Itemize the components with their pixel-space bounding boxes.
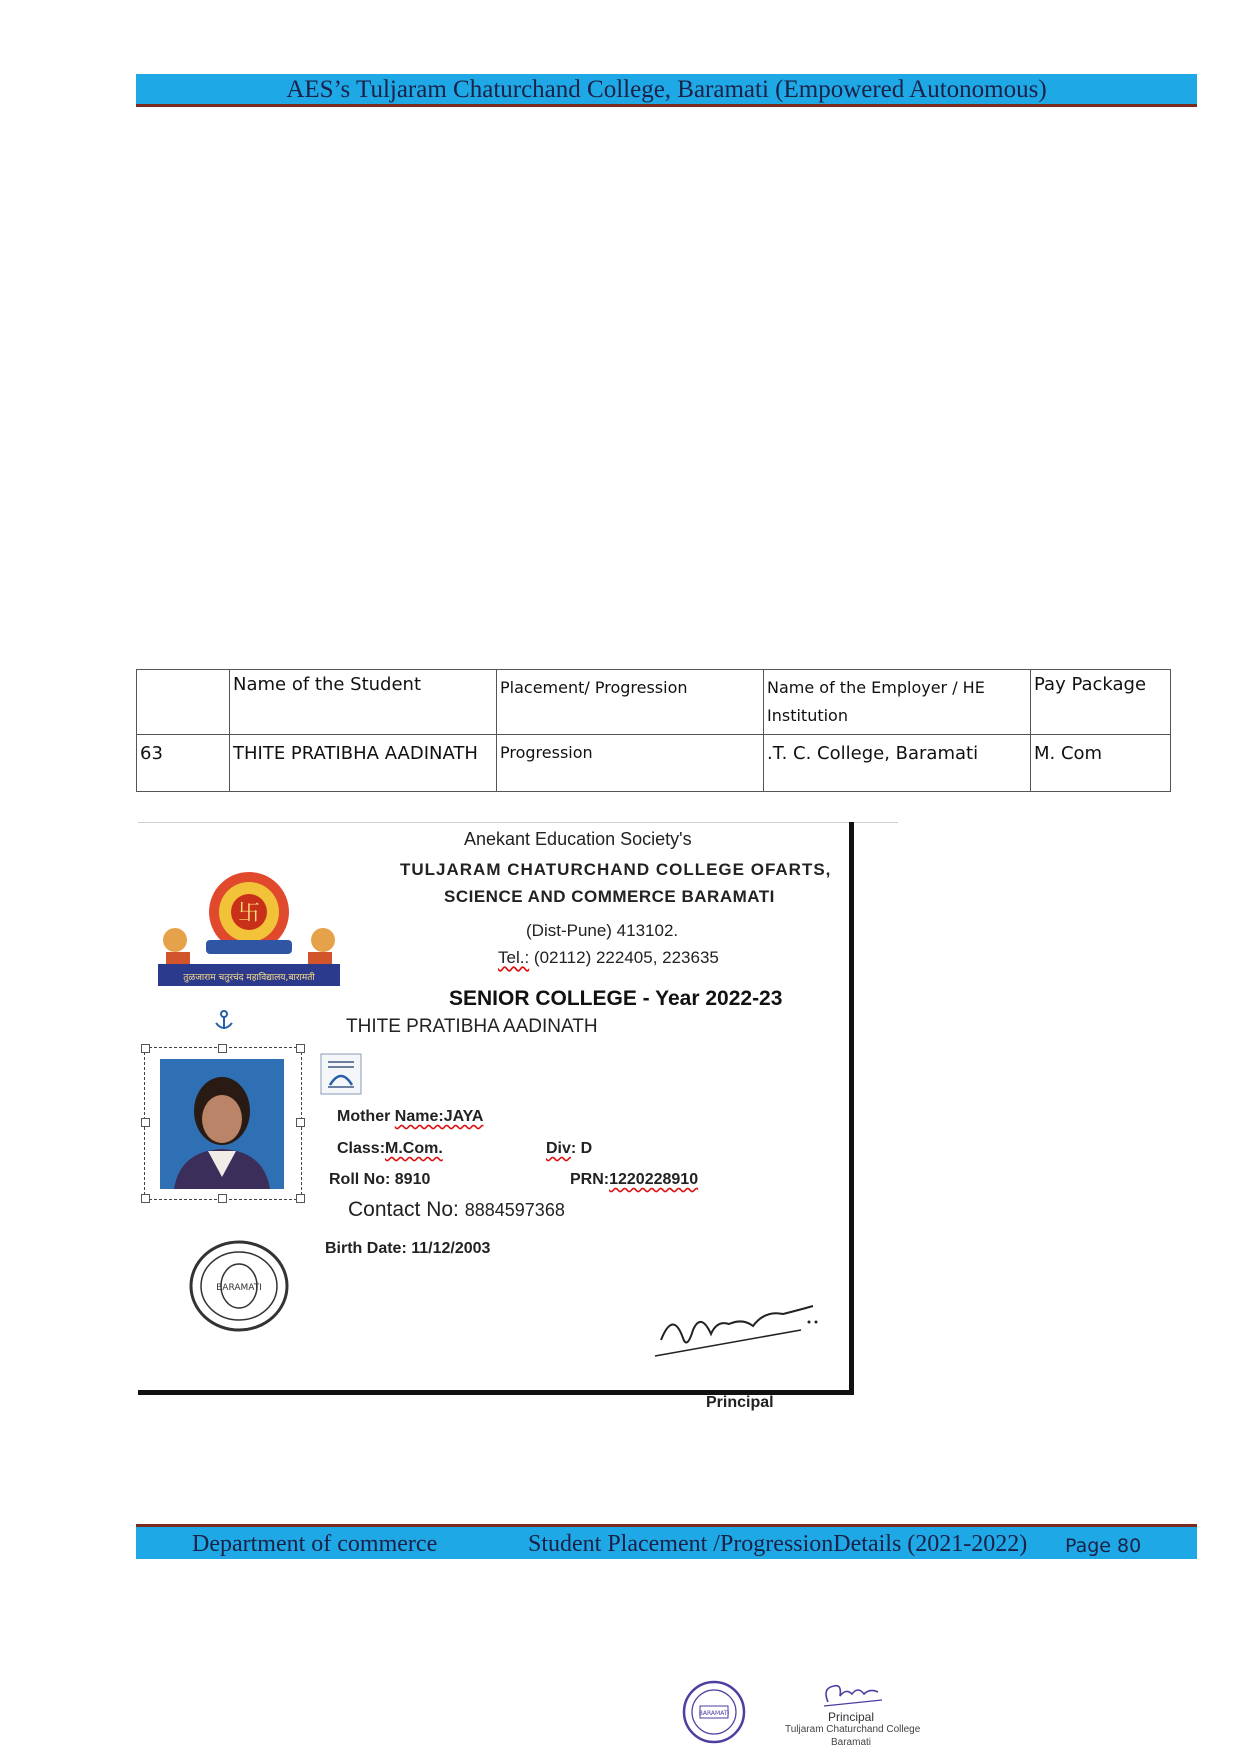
card-division	[546, 1140, 592, 1158]
card-prn	[570, 1171, 698, 1189]
placement-table	[136, 669, 1171, 792]
table-cell-pay: M. Com	[1031, 735, 1171, 792]
resize-handle[interactable]	[218, 1044, 227, 1053]
card-class-value: M.Com.	[385, 1140, 443, 1157]
card-mother-value: Name:JAYA	[394, 1108, 484, 1125]
table-cell-student: THITE PRATIBHA AADINATH	[230, 735, 497, 792]
card-college-line1: TULJARAM CHATURCHAND COLLEGE OFARTS,	[400, 860, 832, 879]
attestation-city: Baramati	[831, 1737, 872, 1748]
resize-handle[interactable]	[296, 1118, 305, 1127]
card-address: (Dist-Pune) 413102.	[526, 921, 679, 940]
principal-signature	[653, 1290, 823, 1362]
attestation-college: Tuljaram Chaturchand College	[785, 1724, 921, 1735]
header-title: AES’s Tuljaram Chaturchand College, Baramati (Empowered Autonomous)	[286, 76, 1047, 103]
card-college-line2: SCIENCE AND COMMERCE BARAMATI	[444, 887, 775, 906]
footer-page-number: Page 80	[1065, 1535, 1142, 1557]
resize-handle[interactable]	[141, 1194, 150, 1203]
card-class-label: Class:	[337, 1140, 386, 1157]
card-principal-label: Principal	[706, 1394, 774, 1411]
page-header	[136, 74, 1197, 107]
resize-handle[interactable]	[218, 1194, 227, 1203]
attestation-seal	[682, 1680, 746, 1744]
table-header-serial	[137, 670, 230, 735]
card-roll-number: Roll No: 8910	[329, 1171, 431, 1188]
card-mother-name	[337, 1108, 483, 1126]
card-prn-value: 1220228910	[609, 1171, 699, 1188]
seal-caption: BARAMATI	[698, 1710, 730, 1717]
card-prn-label: PRN:	[570, 1171, 610, 1188]
card-contact	[348, 1198, 565, 1222]
card-div-label: Div	[546, 1140, 571, 1157]
table-cell-serial: 63	[137, 735, 230, 792]
resize-handle[interactable]	[296, 1194, 305, 1203]
table-header-row	[137, 670, 1171, 735]
card-section: SENIOR COLLEGE - Year 2022-23	[449, 987, 783, 1010]
attestation-signature	[820, 1680, 886, 1712]
stamp-caption: BARAMATI	[216, 1283, 262, 1293]
college-logo	[158, 870, 340, 992]
svg-text:卐: 卐	[237, 901, 261, 926]
table-header-student: Name of the Student	[230, 670, 497, 735]
resize-handle[interactable]	[296, 1044, 305, 1053]
card-tel-label: Tel.:	[498, 948, 530, 967]
card-mother-label: Mother	[337, 1108, 395, 1125]
anchor-icon	[213, 1010, 235, 1032]
card-class	[337, 1140, 443, 1158]
card-contact-value: 8884597368	[464, 1200, 565, 1220]
card-top-border	[138, 822, 898, 823]
card-div-value: : D	[570, 1140, 593, 1157]
card-contact-label: Contact No:	[348, 1198, 459, 1221]
college-stamp	[187, 1238, 291, 1334]
layout-options-icon[interactable]	[320, 1053, 362, 1095]
resize-handle[interactable]	[141, 1044, 150, 1053]
table-header-employer: Name of the Employer / HE Institution	[764, 670, 1031, 735]
table-header-pay: Pay Package	[1031, 670, 1171, 735]
card-student-name: THITE PRATIBHA AADINATH	[346, 1016, 598, 1037]
page-footer	[136, 1524, 1197, 1559]
table-row	[137, 735, 1171, 792]
resize-handle[interactable]	[141, 1118, 150, 1127]
student-photo	[160, 1059, 284, 1189]
table-cell-placement: Progression	[497, 735, 764, 792]
table-header-placement: Placement/ Progression	[497, 670, 764, 735]
card-telephone	[498, 948, 719, 968]
table-cell-employer: .T. C. College, Baramati	[764, 735, 1031, 792]
logo-caption: तुळजाराम चतुरचंद महाविद्यालय,बारामती	[183, 973, 315, 983]
card-tel-number: (02112) 222405, 223635	[533, 948, 719, 967]
card-birth-date: Birth Date: 11/12/2003	[325, 1240, 491, 1257]
footer-department: Department of commerce	[192, 1531, 438, 1557]
attestation-principal: Principal	[828, 1710, 875, 1724]
card-right-border	[849, 822, 854, 1394]
footer-detail: Student Placement /ProgressionDetails (2021-2022)	[528, 1531, 1028, 1557]
card-society: Anekant Education Society's	[464, 829, 692, 849]
